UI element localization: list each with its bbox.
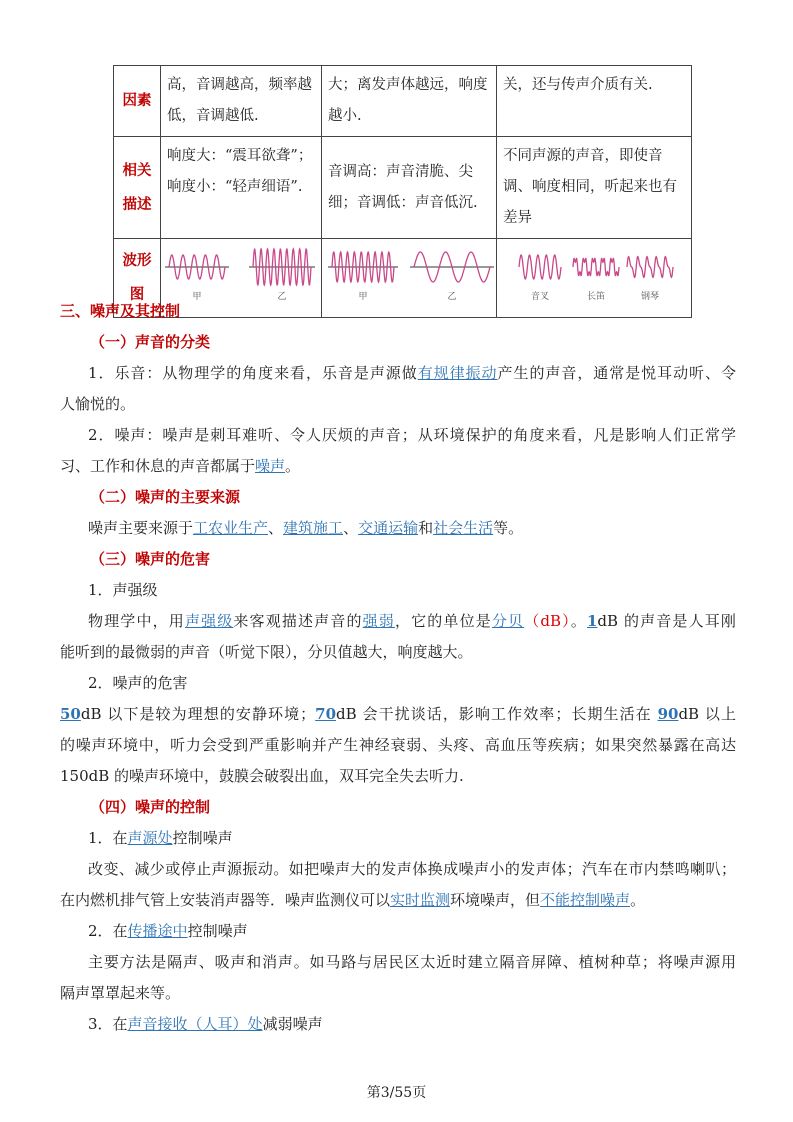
text-run: 2．噪声：噪声是刺耳难听、令人厌烦的声音；从环境保护的角度来看，凡是影响人们正常学 [88,426,736,444]
row-label: 因素 [114,66,161,137]
key-term-link: 传播途中 [127,922,188,940]
key-term-link: 强弱 [362,612,395,630]
text-run: 1．乐音：从物理学的角度来看，乐音是声源做 [88,364,418,382]
key-term-link: 1 [586,612,598,630]
text-run: 噪声主要来源于 [88,519,194,537]
text-run: （二）噪声的主要来源 [90,488,241,506]
key-term-link: 70 [315,705,337,723]
paragraph-line [60,761,736,792]
table-cell: 音调高：声音清脆、尖细；音调低：声音低沉. [322,137,497,239]
text-run: 150dB 的噪声环境中，鼓膜会破裂出血，双耳完全失去听力. [60,767,464,785]
text-run: 、 [268,519,284,537]
paragraph-line [60,730,736,761]
section-heading [60,296,736,327]
key-term-link: 建筑施工 [283,519,344,537]
paragraph-line [60,823,736,854]
key-term-link: 工农业生产 [193,519,269,537]
table-cell: 大；离发声体越远，响度越小. [322,66,497,137]
key-term-link: 有规律振动 [417,364,498,382]
paragraph-line [60,358,736,389]
paragraph-line [60,854,736,885]
text-run: （一）声音的分类 [90,333,211,351]
sound-wave [627,257,673,278]
text-run: 隔声罩罩起来等。 [60,984,181,1002]
text-run: 。 [285,457,301,475]
paragraph-line [60,699,736,730]
text-run: ，它的单位是 [394,612,492,630]
text-run: 减弱噪声 [262,1015,323,1033]
sound-characteristics-table [113,65,692,318]
section-heading [60,327,736,358]
waveform-label: 甲 [192,292,202,302]
waveform-label: 甲 [358,292,368,302]
key-term-link: 不能控制噪声 [540,891,631,909]
section-heading [60,792,736,823]
paragraph-line [60,947,736,978]
paragraph-line [60,606,736,637]
text-run: 等。 [493,519,524,537]
key-term-link: 社会生活 [433,519,494,537]
section-heading [60,544,736,575]
text-run: 主要方法是隔声、吸声和消声。如马路与居民区太近时建立隔音屏障、植树种草；将噪声源用 [88,953,736,971]
paragraph-line [60,668,736,699]
text-run: 、 [343,519,359,537]
waveform-label: 音叉 [530,292,550,302]
paragraph-line [60,978,736,1009]
text-run: 来客观描述声音的 [233,612,363,630]
key-term-link: 声音接收（人耳）处 [127,1015,263,1033]
text-run: 产生的声音，通常是悦耳动听、令 [497,364,736,382]
row-label: 相关描述 [114,137,161,239]
row-label: 波形图 [114,239,161,318]
table-cell: 高，音调越高，频率越低，音调越低. [161,66,322,137]
waveform-label: 长笛 [586,292,606,302]
text-run: 1．声强级 [88,581,158,599]
paragraph-line [60,451,736,482]
text-run: 。 [570,612,587,630]
text-run: 2．在 [88,922,128,940]
section-heading [60,482,736,513]
text-run: 三、噪声及其控制 [60,302,181,320]
sound-wave [519,255,561,279]
text-run: （四）噪声的控制 [90,798,211,816]
text-run: 1．在 [88,829,128,847]
document-body [60,296,736,1040]
key-term-link: 声源处 [127,829,173,847]
paragraph-line [60,916,736,947]
waveform-label: 乙 [277,292,287,302]
waveform-label: 钢琴 [640,292,660,302]
key-term-link: 实时监测 [390,891,451,909]
text-run: 人愉悦的。 [60,395,136,413]
table-cell: 响度大：“震耳欲聋”；响度小：“轻声细语”. [161,137,322,239]
key-term-link: 90 [657,705,679,723]
text-run: 2．噪声的危害 [88,674,188,692]
paragraph-line [60,513,736,544]
paragraph-line [60,1009,736,1040]
waveform-label: 乙 [447,292,457,302]
text-run: 控制噪声 [172,829,233,847]
key-term-link: 噪声 [255,457,286,475]
text-run: 能听到的最微弱的声音（听觉下限），分贝值越大，响度越大。 [60,643,473,661]
text-run: 3．在 [88,1015,128,1033]
key-term-link: 声强级 [184,612,234,630]
key-term-link: 50 [60,705,81,723]
text-run: 和 [418,519,434,537]
text-run: （dB） [524,612,571,630]
key-term-link: 交通运输 [358,519,419,537]
sound-wave [573,259,619,276]
text-run: 控制噪声 [187,922,248,940]
text-run: 。 [630,891,646,909]
table-cell: 关，还与传声介质有关. [497,66,692,137]
key-term-link: 分贝 [491,612,525,630]
table-row [114,137,692,239]
text-run: dB 的声音是人耳刚 [597,612,736,630]
paragraph-line [60,575,736,606]
page-number: 第3/55页 [366,1085,427,1101]
text-run: 环境噪声，但 [450,891,541,909]
paragraph-line [60,420,736,451]
text-run: dB 以上 [678,705,736,723]
text-run: 改变、减少或停止声源振动。如把噪声大的发声体换成噪声小的发声体；汽车在市内禁鸣喇叭； [88,860,736,878]
text-run: 物理学中，用 [88,612,185,630]
text-run: 习、工作和休息的声音都属于 [60,457,256,475]
paragraph-line [60,637,736,668]
paragraph-line [60,885,736,916]
text-run: （三）噪声的危害 [90,550,211,568]
table-row [114,66,692,137]
table-cell: 不同声源的声音，即使音调、响度相同，听起来也有差异 [497,137,692,239]
paragraph-line [60,389,736,420]
text-run: dB 会干扰谈话，影响工作效率；长期生活在 [336,705,658,723]
text-run: 在内燃机排气管上安装消声器等．噪声监测仪可以 [60,891,391,909]
text-run: dB 以下是较为理想的安静环境； [80,705,316,723]
text-run: 的噪声环境中，听力会受到严重影响并产生神经衰弱、头疼、高血压等疾病；如果突然暴露在高达 [60,736,736,754]
